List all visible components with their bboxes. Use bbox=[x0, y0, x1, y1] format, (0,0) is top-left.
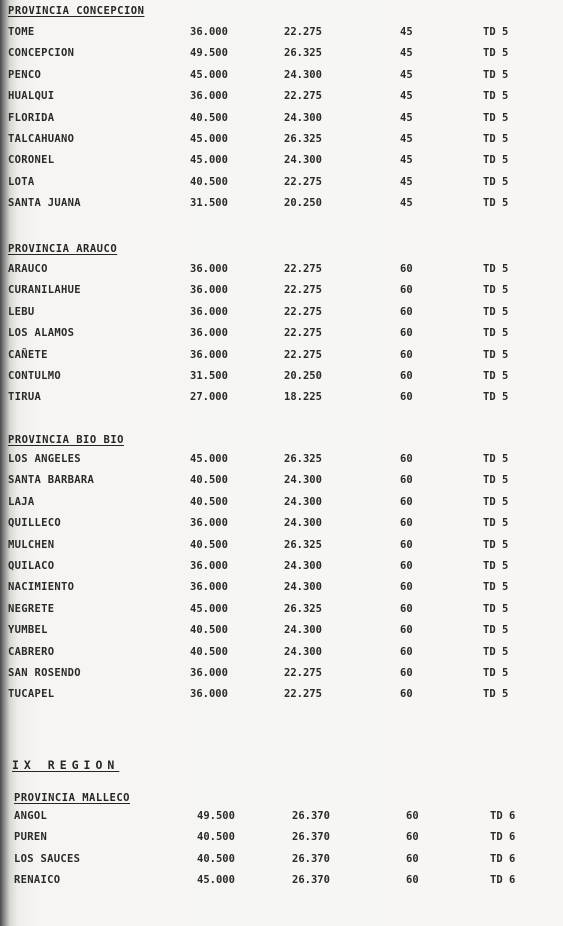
place-name: QUILLECO bbox=[8, 517, 61, 530]
rate-code: TD 5 bbox=[483, 666, 509, 679]
place-name: CAÑETE bbox=[8, 348, 48, 361]
table-row bbox=[0, 853, 563, 874]
rate-code: TD 6 bbox=[490, 874, 516, 887]
value-3: 60 bbox=[400, 453, 413, 465]
rate-code: TD 5 bbox=[483, 154, 509, 167]
value-1: 45.000 bbox=[190, 154, 228, 167]
table-row bbox=[0, 26, 563, 47]
value-2: 22.275 bbox=[284, 263, 322, 275]
rate-code: TD 5 bbox=[483, 263, 509, 275]
value-2: 24.300 bbox=[284, 559, 322, 572]
value-3: 45 bbox=[400, 90, 413, 103]
rate-code: TD 5 bbox=[483, 175, 509, 188]
rows-malleco bbox=[0, 810, 563, 896]
value-3: 45 bbox=[400, 26, 413, 38]
rate-code: TD 5 bbox=[483, 68, 509, 81]
value-3: 60 bbox=[400, 495, 413, 508]
section-heading: PROVINCIA MALLECO bbox=[14, 792, 130, 804]
value-3: 60 bbox=[400, 581, 413, 594]
rate-code: TD 5 bbox=[483, 47, 509, 60]
value-1: 40.500 bbox=[197, 852, 235, 865]
table-row bbox=[0, 197, 563, 218]
section-heading: PROVINCIA ARAUCO bbox=[8, 243, 118, 255]
value-2: 26.325 bbox=[284, 602, 322, 615]
value-3: 60 bbox=[400, 602, 413, 615]
rate-code: TD 5 bbox=[483, 197, 509, 210]
value-3: 45 bbox=[400, 154, 413, 167]
value-2: 24.300 bbox=[284, 517, 322, 530]
value-2: 26.325 bbox=[284, 538, 322, 551]
value-3: 45 bbox=[400, 68, 413, 81]
table-row bbox=[0, 560, 563, 581]
rate-code: TD 5 bbox=[483, 305, 509, 318]
place-name: TALCAHUANO bbox=[8, 132, 75, 145]
place-name: TUCAPEL bbox=[8, 688, 55, 701]
value-1: 36.000 bbox=[190, 559, 228, 572]
value-2: 24.300 bbox=[284, 645, 322, 658]
value-2: 22.275 bbox=[284, 26, 322, 38]
table-row bbox=[0, 496, 563, 517]
value-3: 60 bbox=[406, 874, 419, 887]
table-row bbox=[0, 370, 563, 391]
value-1: 49.500 bbox=[197, 810, 235, 822]
value-3: 45 bbox=[400, 175, 413, 188]
value-2: 26.370 bbox=[292, 874, 330, 887]
value-2: 18.225 bbox=[284, 391, 322, 404]
value-1: 40.500 bbox=[190, 111, 228, 124]
place-name: PUREN bbox=[14, 831, 48, 844]
rate-code: TD 5 bbox=[483, 538, 509, 551]
place-name: CORONEL bbox=[8, 154, 55, 167]
place-name: MULCHEN bbox=[8, 538, 55, 551]
rate-code: TD 5 bbox=[483, 645, 509, 658]
value-2: 20.250 bbox=[284, 369, 322, 382]
value-2: 26.325 bbox=[284, 453, 322, 465]
value-3: 60 bbox=[400, 263, 413, 275]
table-row bbox=[0, 306, 563, 327]
place-name: PENCO bbox=[8, 68, 42, 81]
value-1: 40.500 bbox=[190, 495, 228, 508]
table-row bbox=[0, 810, 563, 831]
table-row bbox=[0, 69, 563, 90]
rate-code: TD 5 bbox=[483, 688, 509, 701]
value-1: 40.500 bbox=[190, 645, 228, 658]
value-1: 49.500 bbox=[190, 47, 228, 60]
table-row bbox=[0, 831, 563, 852]
value-2: 24.300 bbox=[284, 111, 322, 124]
value-1: 31.500 bbox=[190, 197, 228, 210]
value-1: 36.000 bbox=[190, 327, 228, 340]
table-row bbox=[0, 90, 563, 111]
value-3: 60 bbox=[400, 369, 413, 382]
table-row bbox=[0, 391, 563, 412]
value-2: 26.370 bbox=[292, 831, 330, 844]
table-row bbox=[0, 133, 563, 154]
value-1: 40.500 bbox=[190, 538, 228, 551]
place-name: LOS ALAMOS bbox=[8, 327, 75, 340]
value-2: 24.300 bbox=[284, 624, 322, 637]
rate-code: TD 6 bbox=[490, 810, 516, 822]
rate-code: TD 5 bbox=[483, 327, 509, 340]
table-row bbox=[0, 453, 563, 474]
value-1: 36.000 bbox=[190, 90, 228, 103]
place-name: LOS SAUCES bbox=[14, 852, 81, 865]
table-row bbox=[0, 688, 563, 709]
table-row bbox=[0, 284, 563, 305]
rate-code: TD 5 bbox=[483, 284, 509, 297]
value-3: 60 bbox=[400, 688, 413, 701]
value-1: 36.000 bbox=[190, 26, 228, 38]
value-3: 60 bbox=[406, 852, 419, 865]
place-name: RENAICO bbox=[14, 874, 61, 887]
rate-code: TD 5 bbox=[483, 369, 509, 382]
place-name: FLORIDA bbox=[8, 111, 55, 124]
value-1: 36.000 bbox=[190, 666, 228, 679]
table-row bbox=[0, 517, 563, 538]
rate-code: TD 5 bbox=[483, 453, 509, 465]
table-row bbox=[0, 327, 563, 348]
place-name: CONTULMO bbox=[8, 369, 61, 382]
value-3: 60 bbox=[406, 810, 419, 822]
table-row bbox=[0, 47, 563, 68]
value-2: 20.250 bbox=[284, 197, 322, 210]
value-3: 60 bbox=[400, 666, 413, 679]
place-name: QUILACO bbox=[8, 559, 55, 572]
value-1: 31.500 bbox=[190, 369, 228, 382]
place-name: CABRERO bbox=[8, 645, 55, 658]
value-2: 22.275 bbox=[284, 175, 322, 188]
value-2: 24.300 bbox=[284, 154, 322, 167]
rows-bio-bio bbox=[0, 453, 563, 710]
table-row bbox=[0, 263, 563, 284]
value-1: 36.000 bbox=[190, 581, 228, 594]
table-row bbox=[0, 603, 563, 624]
value-2: 24.300 bbox=[284, 581, 322, 594]
section-heading: PROVINCIA BIO BIO bbox=[8, 434, 124, 446]
value-1: 45.000 bbox=[197, 874, 235, 887]
value-3: 60 bbox=[400, 391, 413, 404]
place-name: CURANILAHUE bbox=[8, 284, 81, 297]
rate-code: TD 6 bbox=[490, 831, 516, 844]
place-name: ARAUCO bbox=[8, 263, 48, 275]
value-1: 36.000 bbox=[190, 348, 228, 361]
value-3: 60 bbox=[400, 348, 413, 361]
value-1: 45.000 bbox=[190, 132, 228, 145]
value-3: 60 bbox=[400, 284, 413, 297]
value-1: 40.500 bbox=[197, 831, 235, 844]
value-1: 45.000 bbox=[190, 453, 228, 465]
rate-code: TD 5 bbox=[483, 624, 509, 637]
table-row bbox=[0, 176, 563, 197]
value-1: 36.000 bbox=[190, 263, 228, 275]
rate-code: TD 5 bbox=[483, 111, 509, 124]
value-3: 45 bbox=[400, 197, 413, 210]
place-name: CONCEPCION bbox=[8, 47, 75, 60]
rate-code: TD 5 bbox=[483, 26, 509, 38]
rate-code: TD 6 bbox=[490, 852, 516, 865]
section-heading: PROVINCIA CONCEPCION bbox=[8, 5, 145, 17]
place-name: NEGRETE bbox=[8, 602, 55, 615]
value-3: 60 bbox=[400, 327, 413, 340]
value-1: 40.500 bbox=[190, 474, 228, 487]
value-2: 24.300 bbox=[284, 474, 322, 487]
value-3: 45 bbox=[400, 132, 413, 145]
region-heading: IX REGION bbox=[12, 758, 120, 772]
place-name: YUMBEL bbox=[8, 624, 48, 637]
place-name: LOS ANGELES bbox=[8, 453, 81, 465]
rate-code: TD 5 bbox=[483, 581, 509, 594]
table-row bbox=[0, 874, 563, 895]
table-row bbox=[0, 539, 563, 560]
value-2: 26.370 bbox=[292, 810, 330, 822]
value-2: 22.275 bbox=[284, 305, 322, 318]
rate-code: TD 5 bbox=[483, 132, 509, 145]
value-1: 40.500 bbox=[190, 175, 228, 188]
place-name: TIRUA bbox=[8, 391, 42, 404]
value-2: 22.275 bbox=[284, 284, 322, 297]
value-1: 45.000 bbox=[190, 68, 228, 81]
value-1: 36.000 bbox=[190, 688, 228, 701]
place-name: SANTA BARBARA bbox=[8, 474, 95, 487]
value-2: 24.300 bbox=[284, 68, 322, 81]
value-2: 22.275 bbox=[284, 90, 322, 103]
table-row bbox=[0, 646, 563, 667]
table-row bbox=[0, 349, 563, 370]
rate-code: TD 5 bbox=[483, 474, 509, 487]
value-1: 36.000 bbox=[190, 305, 228, 318]
value-2: 24.300 bbox=[284, 495, 322, 508]
table-row bbox=[0, 624, 563, 645]
place-name: HUALQUI bbox=[8, 90, 55, 103]
table-row bbox=[0, 474, 563, 495]
place-name: SANTA JUANA bbox=[8, 197, 81, 210]
table-row bbox=[0, 154, 563, 175]
value-3: 60 bbox=[400, 305, 413, 318]
value-2: 22.275 bbox=[284, 348, 322, 361]
place-name: LEBU bbox=[8, 305, 35, 318]
value-2: 26.370 bbox=[292, 852, 330, 865]
value-1: 27.000 bbox=[190, 391, 228, 404]
place-name: LOTA bbox=[8, 175, 35, 188]
value-2: 22.275 bbox=[284, 688, 322, 701]
place-name: LAJA bbox=[8, 495, 35, 508]
value-2: 22.275 bbox=[284, 327, 322, 340]
value-3: 60 bbox=[400, 645, 413, 658]
value-3: 60 bbox=[400, 624, 413, 637]
rate-code: TD 5 bbox=[483, 559, 509, 572]
rate-code: TD 5 bbox=[483, 517, 509, 530]
value-3: 60 bbox=[400, 559, 413, 572]
value-3: 60 bbox=[400, 538, 413, 551]
table-row bbox=[0, 667, 563, 688]
value-2: 26.325 bbox=[284, 47, 322, 60]
value-1: 36.000 bbox=[190, 517, 228, 530]
table-row bbox=[0, 112, 563, 133]
value-1: 45.000 bbox=[190, 602, 228, 615]
place-name: ANGOL bbox=[14, 810, 48, 822]
value-3: 60 bbox=[400, 474, 413, 487]
value-3: 60 bbox=[400, 517, 413, 530]
rate-code: TD 5 bbox=[483, 90, 509, 103]
rate-code: TD 5 bbox=[483, 602, 509, 615]
value-2: 26.325 bbox=[284, 132, 322, 145]
value-3: 45 bbox=[400, 111, 413, 124]
value-3: 45 bbox=[400, 47, 413, 60]
value-2: 22.275 bbox=[284, 666, 322, 679]
place-name: TOME bbox=[8, 26, 35, 38]
value-3: 60 bbox=[406, 831, 419, 844]
rows-concepcion bbox=[0, 26, 563, 219]
rows-arauco bbox=[0, 263, 563, 413]
table-row bbox=[0, 581, 563, 602]
rate-code: TD 5 bbox=[483, 348, 509, 361]
rate-code: TD 5 bbox=[483, 495, 509, 508]
rate-code: TD 5 bbox=[483, 391, 509, 404]
place-name: NACIMIENTO bbox=[8, 581, 75, 594]
value-1: 40.500 bbox=[190, 624, 228, 637]
value-1: 36.000 bbox=[190, 284, 228, 297]
place-name: SAN ROSENDO bbox=[8, 666, 81, 679]
